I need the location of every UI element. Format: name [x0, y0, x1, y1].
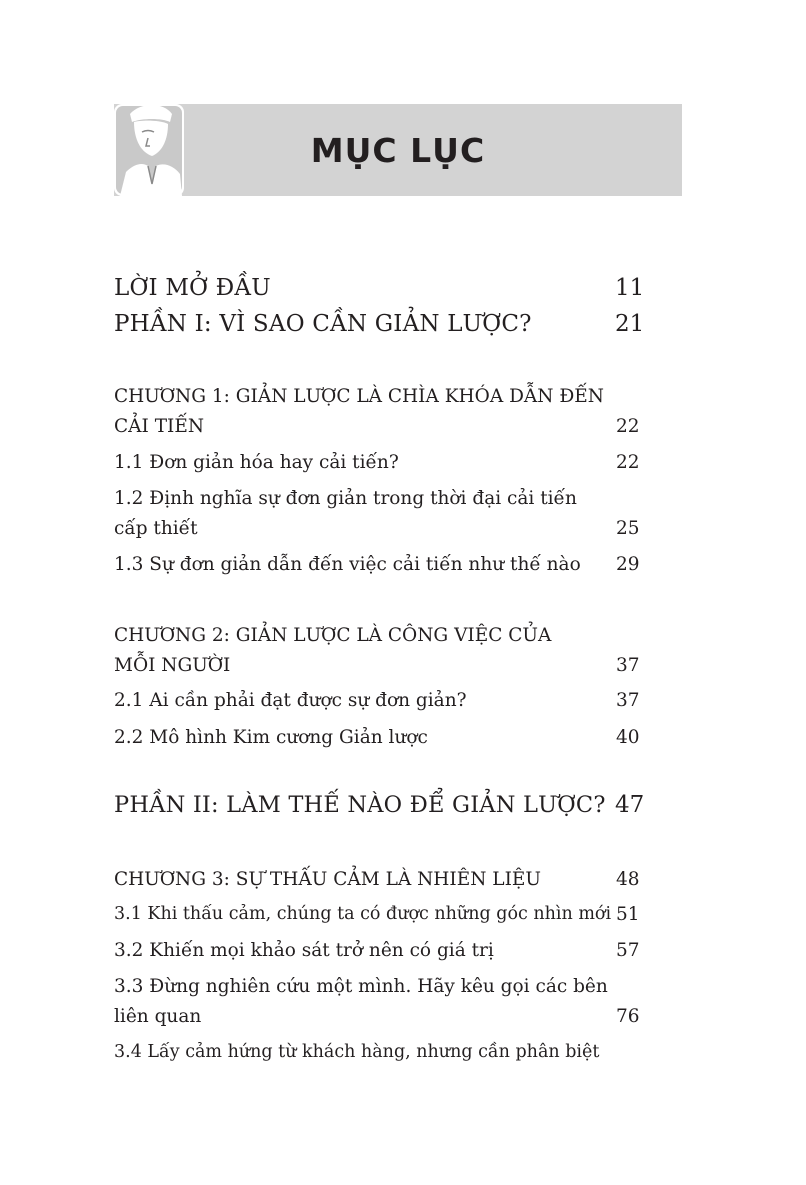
toc-intro-page: 11: [615, 275, 645, 301]
toc-ch2-page: 37: [616, 655, 640, 676]
toc-section-3-2-page: 57: [616, 940, 640, 961]
toc-section-3-3-line1: 3.3 Đừng nghiên cứu một mình. Hãy kêu gọi các bên: [114, 976, 608, 997]
toc-section-1-3-page: 29: [616, 554, 640, 575]
page-title: MỤC LỤC: [310, 130, 486, 170]
toc-ch1-title-line1: CHƯƠNG 1: GIẢN LƯỢC LÀ CHÌA KHÓA DẪN ĐẾN: [114, 386, 604, 407]
toc-ch3-title: CHƯƠNG 3: SỰ THẤU CẢM LÀ NHIÊN LIỆU: [114, 869, 541, 890]
toc-section-1-3: 1.3 Sự đơn giản dẫn đến việc cải tiến như thế nào: [114, 554, 581, 575]
toc-section-2-2: 2.2 Mô hình Kim cương Giản lược: [114, 727, 428, 748]
toc-section-3-4: 3.4 Lấy cảm hứng từ khách hàng, nhưng cần phân biệt: [114, 1042, 600, 1062]
toc-ch1-page: 22: [616, 416, 640, 437]
toc-section-2-2-page: 40: [616, 727, 640, 748]
toc-section-3-1-page: 51: [616, 904, 640, 925]
toc-section-1-1-page: 22: [616, 452, 640, 473]
toc-part1-label: PHẦN I: VÌ SAO CẦN GIẢN LƯỢC?: [114, 311, 532, 337]
toc-intro-label: LỜI MỞ ĐẦU: [114, 275, 271, 301]
toc-ch2-title-line1: CHƯƠNG 2: GIẢN LƯỢC LÀ CÔNG VIỆC CỦA: [114, 625, 552, 646]
toc-section-2-1: 2.1 Ai cần phải đạt được sự đơn giản?: [114, 690, 467, 711]
toc-ch3-page: 48: [616, 869, 640, 890]
toc-section-3-1: 3.1 Khi thấu cảm, chúng ta có được những góc nhìn mới: [114, 904, 612, 924]
toc-section-1-2-line2: cấp thiết: [114, 518, 198, 539]
toc-part2-page: 47: [615, 792, 645, 818]
toc-section-1-2-page: 25: [616, 518, 640, 539]
toc-part1-page: 21: [615, 311, 645, 337]
toc-ch2-title-line2: MỖI NGƯỜI: [114, 655, 231, 676]
toc-section-1-2-line1: 1.2 Định nghĩa sự đơn giản trong thời đại cải tiến: [114, 488, 577, 509]
toc-section-1-1: 1.1 Đơn giản hóa hay cải tiến?: [114, 452, 399, 473]
toc-part2-label: PHẦN II: LÀM THẾ NÀO ĐỂ GIẢN LƯỢC?: [114, 792, 606, 818]
toc-section-2-1-page: 37: [616, 690, 640, 711]
toc-section-3-3-page: 76: [616, 1006, 640, 1027]
toc-ch1-title-line2: CẢI TIẾN: [114, 416, 205, 437]
toc-section-3-3-line2: liên quan: [114, 1006, 202, 1027]
toc-section-3-2: 3.2 Khiến mọi khảo sát trở nên có giá trị: [114, 940, 494, 961]
